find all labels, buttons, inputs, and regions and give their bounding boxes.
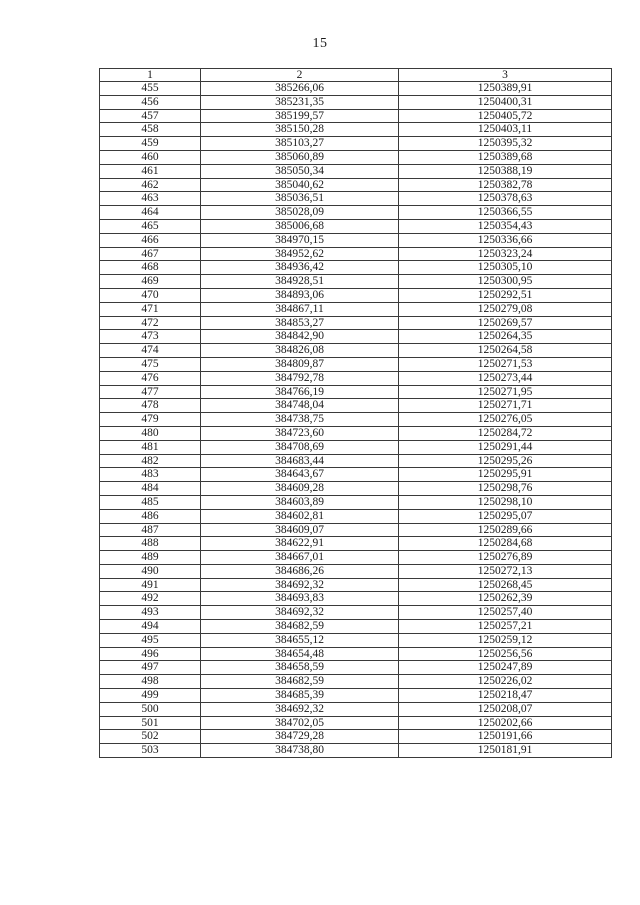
y-coordinate-cell: 1250226,02 bbox=[399, 675, 612, 689]
y-coordinate-cell: 1250181,91 bbox=[399, 744, 612, 758]
y-coordinate-cell: 1250257,21 bbox=[399, 620, 612, 634]
y-coordinate-cell: 1250284,68 bbox=[399, 537, 612, 551]
point-number-cell: 474 bbox=[100, 344, 201, 358]
table-row bbox=[100, 689, 612, 703]
table-row bbox=[100, 633, 612, 647]
y-coordinate-cell: 1250291,44 bbox=[399, 440, 612, 454]
y-coordinate-cell: 1250279,08 bbox=[399, 302, 612, 316]
point-number-cell: 462 bbox=[100, 178, 201, 192]
table-row bbox=[100, 344, 612, 358]
point-number-cell: 478 bbox=[100, 399, 201, 413]
point-number-cell: 465 bbox=[100, 219, 201, 233]
x-coordinate-cell: 385266,06 bbox=[201, 82, 399, 96]
x-coordinate-cell: 384766,19 bbox=[201, 385, 399, 399]
table-row bbox=[100, 82, 612, 96]
point-number-cell: 489 bbox=[100, 551, 201, 565]
x-coordinate-cell: 384609,07 bbox=[201, 523, 399, 537]
point-number-cell: 490 bbox=[100, 564, 201, 578]
point-number-cell: 496 bbox=[100, 647, 201, 661]
table-row bbox=[100, 440, 612, 454]
x-coordinate-cell: 385050,34 bbox=[201, 164, 399, 178]
x-coordinate-cell: 384826,08 bbox=[201, 344, 399, 358]
x-coordinate-cell: 385036,51 bbox=[201, 192, 399, 206]
table-row bbox=[100, 316, 612, 330]
point-number-cell: 503 bbox=[100, 744, 201, 758]
x-coordinate-cell: 384692,32 bbox=[201, 702, 399, 716]
table-row bbox=[100, 509, 612, 523]
point-number-cell: 471 bbox=[100, 302, 201, 316]
table-row bbox=[100, 137, 612, 151]
point-number-cell: 486 bbox=[100, 509, 201, 523]
point-number-cell: 467 bbox=[100, 247, 201, 261]
point-number-cell: 468 bbox=[100, 261, 201, 275]
y-coordinate-cell: 1250292,51 bbox=[399, 288, 612, 302]
y-coordinate-cell: 1250323,24 bbox=[399, 247, 612, 261]
point-number-cell: 470 bbox=[100, 288, 201, 302]
y-coordinate-cell: 1250191,66 bbox=[399, 730, 612, 744]
coordinates-table bbox=[99, 68, 612, 758]
y-coordinate-cell: 1250259,12 bbox=[399, 633, 612, 647]
x-coordinate-cell: 385060,89 bbox=[201, 150, 399, 164]
y-coordinate-cell: 1250295,91 bbox=[399, 468, 612, 482]
table-row bbox=[100, 647, 612, 661]
page-number: 15 bbox=[312, 36, 328, 51]
table-row bbox=[100, 399, 612, 413]
point-number-cell: 502 bbox=[100, 730, 201, 744]
table-row bbox=[100, 164, 612, 178]
x-coordinate-cell: 384667,01 bbox=[201, 551, 399, 565]
y-coordinate-cell: 1250389,68 bbox=[399, 150, 612, 164]
x-coordinate-cell: 385028,09 bbox=[201, 206, 399, 220]
point-number-cell: 473 bbox=[100, 330, 201, 344]
point-number-cell: 480 bbox=[100, 426, 201, 440]
x-coordinate-cell: 384622,91 bbox=[201, 537, 399, 551]
x-coordinate-cell: 384928,51 bbox=[201, 275, 399, 289]
y-coordinate-cell: 1250295,07 bbox=[399, 509, 612, 523]
x-coordinate-cell: 384729,28 bbox=[201, 730, 399, 744]
y-coordinate-cell: 1250271,95 bbox=[399, 385, 612, 399]
y-coordinate-cell: 1250298,10 bbox=[399, 495, 612, 509]
y-coordinate-cell: 1250268,45 bbox=[399, 578, 612, 592]
x-coordinate-cell: 384658,59 bbox=[201, 661, 399, 675]
point-number-cell: 477 bbox=[100, 385, 201, 399]
y-coordinate-cell: 1250395,32 bbox=[399, 137, 612, 151]
y-coordinate-cell: 1250405,72 bbox=[399, 109, 612, 123]
point-number-cell: 479 bbox=[100, 413, 201, 427]
column-header-3: 3 bbox=[399, 69, 612, 82]
table-row bbox=[100, 95, 612, 109]
table-row bbox=[100, 482, 612, 496]
point-number-cell: 491 bbox=[100, 578, 201, 592]
y-coordinate-cell: 1250273,44 bbox=[399, 371, 612, 385]
table-row bbox=[100, 385, 612, 399]
y-coordinate-cell: 1250202,66 bbox=[399, 716, 612, 730]
point-number-cell: 488 bbox=[100, 537, 201, 551]
x-coordinate-cell: 384655,12 bbox=[201, 633, 399, 647]
x-coordinate-cell: 385199,57 bbox=[201, 109, 399, 123]
table-row bbox=[100, 426, 612, 440]
point-number-cell: 466 bbox=[100, 233, 201, 247]
column-header-2: 2 bbox=[201, 69, 399, 82]
point-number-cell: 493 bbox=[100, 606, 201, 620]
y-coordinate-cell: 1250289,66 bbox=[399, 523, 612, 537]
point-number-cell: 457 bbox=[100, 109, 201, 123]
point-number-cell: 475 bbox=[100, 357, 201, 371]
x-coordinate-cell: 384952,62 bbox=[201, 247, 399, 261]
table-row bbox=[100, 219, 612, 233]
table-row bbox=[100, 302, 612, 316]
point-number-cell: 485 bbox=[100, 495, 201, 509]
y-coordinate-cell: 1250366,55 bbox=[399, 206, 612, 220]
table-row bbox=[100, 192, 612, 206]
table-row bbox=[100, 233, 612, 247]
table-row bbox=[100, 716, 612, 730]
y-coordinate-cell: 1250257,40 bbox=[399, 606, 612, 620]
y-coordinate-cell: 1250208,07 bbox=[399, 702, 612, 716]
table-row bbox=[100, 150, 612, 164]
x-coordinate-cell: 384970,15 bbox=[201, 233, 399, 247]
x-coordinate-cell: 384609,28 bbox=[201, 482, 399, 496]
x-coordinate-cell: 384702,05 bbox=[201, 716, 399, 730]
point-number-cell: 459 bbox=[100, 137, 201, 151]
point-number-cell: 469 bbox=[100, 275, 201, 289]
x-coordinate-cell: 385040,62 bbox=[201, 178, 399, 192]
y-coordinate-cell: 1250276,89 bbox=[399, 551, 612, 565]
x-coordinate-cell: 384693,83 bbox=[201, 592, 399, 606]
x-coordinate-cell: 384893,06 bbox=[201, 288, 399, 302]
point-number-cell: 499 bbox=[100, 689, 201, 703]
x-coordinate-cell: 385231,35 bbox=[201, 95, 399, 109]
table-row bbox=[100, 744, 612, 758]
x-coordinate-cell: 385103,27 bbox=[201, 137, 399, 151]
x-coordinate-cell: 384853,27 bbox=[201, 316, 399, 330]
point-number-cell: 483 bbox=[100, 468, 201, 482]
y-coordinate-cell: 1250403,11 bbox=[399, 123, 612, 137]
table-row bbox=[100, 357, 612, 371]
point-number-cell: 463 bbox=[100, 192, 201, 206]
table-row bbox=[100, 178, 612, 192]
x-coordinate-cell: 384723,60 bbox=[201, 426, 399, 440]
point-number-cell: 482 bbox=[100, 454, 201, 468]
table-row bbox=[100, 730, 612, 744]
x-coordinate-cell: 384686,26 bbox=[201, 564, 399, 578]
y-coordinate-cell: 1250218,47 bbox=[399, 689, 612, 703]
x-coordinate-cell: 384692,32 bbox=[201, 606, 399, 620]
table-row bbox=[100, 109, 612, 123]
x-coordinate-cell: 384748,04 bbox=[201, 399, 399, 413]
point-number-cell: 497 bbox=[100, 661, 201, 675]
y-coordinate-cell: 1250295,26 bbox=[399, 454, 612, 468]
point-number-cell: 492 bbox=[100, 592, 201, 606]
y-coordinate-cell: 1250336,66 bbox=[399, 233, 612, 247]
point-number-cell: 464 bbox=[100, 206, 201, 220]
y-coordinate-cell: 1250264,35 bbox=[399, 330, 612, 344]
y-coordinate-cell: 1250271,53 bbox=[399, 357, 612, 371]
table-row bbox=[100, 123, 612, 137]
table-row bbox=[100, 620, 612, 634]
point-number-cell: 495 bbox=[100, 633, 201, 647]
x-coordinate-cell: 384809,87 bbox=[201, 357, 399, 371]
column-header-1: 1 bbox=[100, 69, 201, 82]
x-coordinate-cell: 384867,11 bbox=[201, 302, 399, 316]
table-row bbox=[100, 288, 612, 302]
x-coordinate-cell: 384842,90 bbox=[201, 330, 399, 344]
y-coordinate-cell: 1250300,95 bbox=[399, 275, 612, 289]
table-row bbox=[100, 206, 612, 220]
x-coordinate-cell: 385150,28 bbox=[201, 123, 399, 137]
table-row bbox=[100, 330, 612, 344]
point-number-cell: 481 bbox=[100, 440, 201, 454]
point-number-cell: 487 bbox=[100, 523, 201, 537]
x-coordinate-cell: 384603,89 bbox=[201, 495, 399, 509]
y-coordinate-cell: 1250271,71 bbox=[399, 399, 612, 413]
x-coordinate-cell: 385006,68 bbox=[201, 219, 399, 233]
table-row bbox=[100, 537, 612, 551]
table-row bbox=[100, 606, 612, 620]
point-number-cell: 476 bbox=[100, 371, 201, 385]
table-row bbox=[100, 247, 612, 261]
y-coordinate-cell: 1250284,72 bbox=[399, 426, 612, 440]
x-coordinate-cell: 384738,75 bbox=[201, 413, 399, 427]
point-number-cell: 472 bbox=[100, 316, 201, 330]
table-row bbox=[100, 675, 612, 689]
x-coordinate-cell: 384682,59 bbox=[201, 620, 399, 634]
x-coordinate-cell: 384682,59 bbox=[201, 675, 399, 689]
point-number-cell: 460 bbox=[100, 150, 201, 164]
y-coordinate-cell: 1250378,63 bbox=[399, 192, 612, 206]
y-coordinate-cell: 1250256,56 bbox=[399, 647, 612, 661]
y-coordinate-cell: 1250382,78 bbox=[399, 178, 612, 192]
x-coordinate-cell: 384738,80 bbox=[201, 744, 399, 758]
y-coordinate-cell: 1250272,13 bbox=[399, 564, 612, 578]
point-number-cell: 484 bbox=[100, 482, 201, 496]
table-row bbox=[100, 468, 612, 482]
table-body bbox=[100, 82, 612, 758]
y-coordinate-cell: 1250247,89 bbox=[399, 661, 612, 675]
x-coordinate-cell: 384602,81 bbox=[201, 509, 399, 523]
table-row bbox=[100, 261, 612, 275]
table-row bbox=[100, 495, 612, 509]
point-number-cell: 494 bbox=[100, 620, 201, 634]
x-coordinate-cell: 384654,48 bbox=[201, 647, 399, 661]
x-coordinate-cell: 384692,32 bbox=[201, 578, 399, 592]
table-row bbox=[100, 371, 612, 385]
x-coordinate-cell: 384708,69 bbox=[201, 440, 399, 454]
y-coordinate-cell: 1250262,39 bbox=[399, 592, 612, 606]
table-row bbox=[100, 578, 612, 592]
x-coordinate-cell: 384936,42 bbox=[201, 261, 399, 275]
y-coordinate-cell: 1250276,05 bbox=[399, 413, 612, 427]
point-number-cell: 501 bbox=[100, 716, 201, 730]
x-coordinate-cell: 384683,44 bbox=[201, 454, 399, 468]
point-number-cell: 456 bbox=[100, 95, 201, 109]
table-row bbox=[100, 275, 612, 289]
y-coordinate-cell: 1250305,10 bbox=[399, 261, 612, 275]
table-row bbox=[100, 564, 612, 578]
x-coordinate-cell: 384792,78 bbox=[201, 371, 399, 385]
point-number-cell: 461 bbox=[100, 164, 201, 178]
y-coordinate-cell: 1250264,58 bbox=[399, 344, 612, 358]
table-row bbox=[100, 661, 612, 675]
table-row bbox=[100, 413, 612, 427]
y-coordinate-cell: 1250269,57 bbox=[399, 316, 612, 330]
y-coordinate-cell: 1250388,19 bbox=[399, 164, 612, 178]
table-header bbox=[100, 69, 612, 82]
y-coordinate-cell: 1250354,43 bbox=[399, 219, 612, 233]
point-number-cell: 500 bbox=[100, 702, 201, 716]
x-coordinate-cell: 384643,67 bbox=[201, 468, 399, 482]
x-coordinate-cell: 384685,39 bbox=[201, 689, 399, 703]
table-row bbox=[100, 702, 612, 716]
table-row bbox=[100, 523, 612, 537]
table-row bbox=[100, 551, 612, 565]
point-number-cell: 498 bbox=[100, 675, 201, 689]
point-number-cell: 458 bbox=[100, 123, 201, 137]
table-row bbox=[100, 592, 612, 606]
y-coordinate-cell: 1250298,76 bbox=[399, 482, 612, 496]
point-number-cell: 455 bbox=[100, 82, 201, 96]
y-coordinate-cell: 1250389,91 bbox=[399, 82, 612, 96]
y-coordinate-cell: 1250400,31 bbox=[399, 95, 612, 109]
table-row bbox=[100, 454, 612, 468]
header-row bbox=[100, 69, 612, 82]
